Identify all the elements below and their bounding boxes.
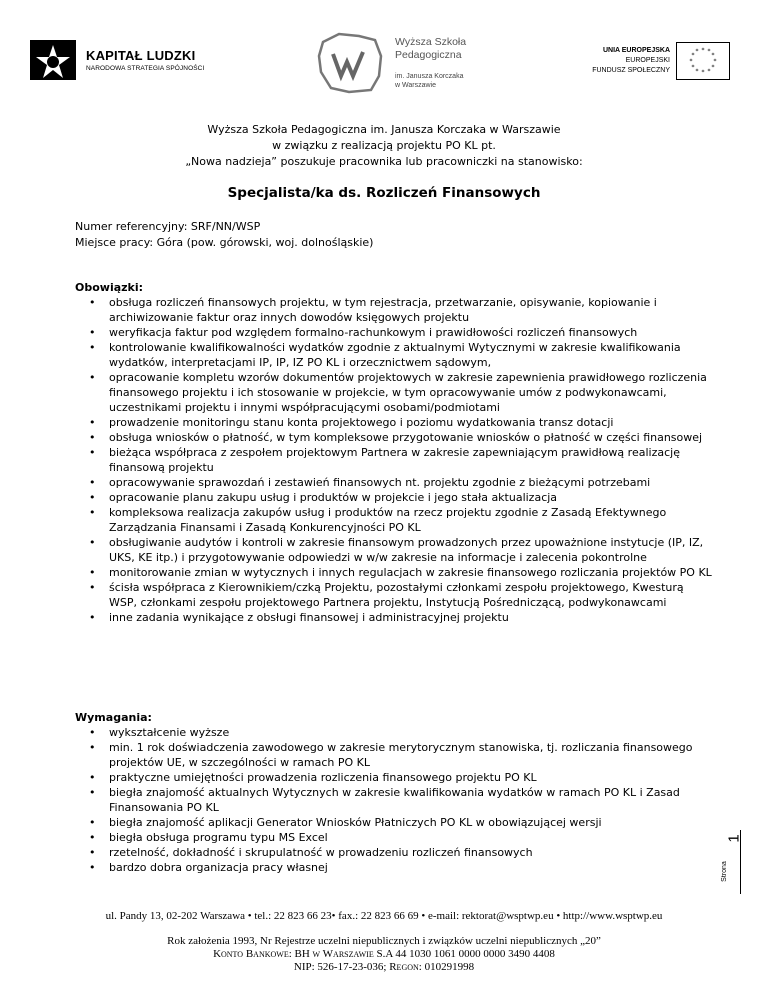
intro-line3: „Nowa nadzieja” poszukuje pracownika lub pracowniczki na stanowisko:	[185, 155, 583, 168]
requirements-section	[75, 710, 715, 875]
svg-text:*: *	[691, 64, 695, 71]
svg-text:*: *	[707, 48, 711, 55]
list-item: • kompleksowa realizacja zakupów usług i produktów na rzecz projektu zgodnie z Zasadą Efektywnego Zarządzania Finansami i Zasadą Konkurencyjności PO KL	[75, 505, 715, 535]
duties-section	[75, 280, 715, 625]
list-item: • biegła znajomość aplikacji Generator Wniosków Płatniczych PO KL w obowiązującej wersji	[75, 815, 715, 830]
job-title: Specjalista/ka ds. Rozliczeń Finansowych	[227, 185, 541, 201]
duties-list	[75, 295, 715, 625]
svg-text:*: *	[689, 58, 693, 65]
intro	[0, 122, 768, 170]
list-item: • weryfikacja faktur pod względem formalno-rachunkowym i prawidłowości rozliczeń finansowych	[75, 325, 715, 340]
kapital-ludzki-title: KAPITAŁ LUDZKI	[86, 48, 196, 63]
svg-text:*: *	[695, 68, 699, 75]
job-meta	[75, 219, 373, 251]
list-item: • obsługa wniosków o płatność, w tym kompleksowe przygotowanie wniosków o płatność w części finansowej	[75, 430, 715, 445]
list-item: • opracowywanie sprawozdań i zestawień finansowych nt. projektu zgodnie z bieżącymi potrzebami	[75, 475, 715, 490]
list-item: • obsługiwanie audytów i kontroli w zakresie finansowym prowadzonych przez upoważnione instytucje (IP, IZ, UKS, KE itp.) i przygotowywanie odpowiedzi w w/w zakresie na informacje i zalecenia pokontrolne	[75, 535, 715, 565]
list-item: • min. 1 rok doświadczenia zawodowego w zakresie merytorycznym stanowiska, tj. rozliczania finansowego projektów UE, w szczególności w ramach PO KL	[75, 740, 715, 770]
svg-text:*: *	[701, 47, 705, 54]
wsp-name-line3: im. Janusza Korczaka	[395, 73, 464, 80]
list-item: • praktyczne umiejętności prowadzenia rozliczenia finansowego projektu PO KL	[75, 770, 715, 785]
wsp-name-line1: Wyższa Szkoła	[395, 36, 467, 48]
kapital-ludzki-subtitle: NARODOWA STRATEGIA SPÓJNOŚCI	[86, 65, 205, 72]
list-item: • prowadzenie monitoringu stanu konta projektowego i poziomu wydatkowania transz dotacji	[75, 415, 715, 430]
svg-text:*: *	[691, 52, 695, 59]
wsp-logo	[315, 28, 485, 98]
page-label: Strona	[720, 861, 728, 882]
list-item: • obsługa rozliczeń finansowych projektu, w tym rejestracja, przetwarzanie, opisywanie, kopiowanie i archiwizowanie faktur oraz innych dowodów księgowych projektu	[75, 295, 715, 325]
svg-text:*: *	[713, 58, 717, 65]
svg-text:*: *	[707, 68, 711, 75]
footer-contact: ul. Pandy 13, 02-202 Warszawa • tel.: 22 823 66 23• fax.: 22 823 66 69 • e-mail: rektorat@wsptwp.eu • http://www.wsptwp.eu	[105, 910, 663, 922]
poland-map-icon	[315, 28, 387, 98]
list-item: • inne zadania wynikające z obsługi finansowej i administracyjnej projektu	[75, 610, 715, 625]
footer-line2: Konto Bankowe: BH w Warszawie S.A 44 1030 1061 0000 0000 3490 4408	[213, 948, 555, 960]
footer-registration	[0, 935, 768, 974]
svg-text:*: *	[701, 69, 705, 76]
requirements-list	[75, 725, 715, 875]
list-item: • opracowanie kompletu wzorów dokumentów projektowych w zakresie zapewnienia prawidłowego rozliczenia finansowego projektu i ich stosowanie w projekcie, w tym opracowywanie umów z podwykonawcami, uczestnikami projektu i innymi współpracującymi osobami/podmiotami	[75, 370, 715, 415]
list-item: • monitorowanie zmian w wytycznych i innych regulacjach w zakresie finansowego rozliczania projektów PO KL	[75, 565, 715, 580]
list-item: • bieżąca współpraca z zespołem projektowym Partnera w zakresie zapewniającym prawidłową realizację finansową projektu	[75, 445, 715, 475]
list-item: • rzetelność, dokładność i skrupulatność w prowadzeniu rozliczeń finansowych	[75, 845, 715, 860]
list-item: • biegła obsługa programu typu MS Excel	[75, 830, 715, 845]
work-place: Miejsce pracy: Góra (pow. górowski, woj. dolnośląskie)	[75, 236, 374, 249]
requirements-heading: Wymagania:	[75, 711, 152, 724]
reference-number: Numer referencyjny: SRF/NN/WSP	[75, 220, 261, 233]
svg-text:*: *	[711, 64, 715, 71]
footer-line3: NIP: 526-17-23-036; Regon: 010291998	[293, 961, 475, 973]
list-item: • opracowanie planu zakupu usług i produktów w projekcie i jego stała aktualizacja	[75, 490, 715, 505]
list-item: • bardzo dobra organizacja pracy własnej	[75, 860, 715, 875]
duties-heading: Obowiązki:	[75, 281, 144, 294]
list-item: • kontrolowanie kwalifikowalności wydatków zgodnie z aktualnymi Wytycznymi w zakresie kwalifikowania wydatków, interpretacjami IP, IP, IZ PO KL i orzecznictwem sądowym,	[75, 340, 715, 370]
list-item: • biegła znajomość aktualnych Wytycznych w zakresie kwalifikowania wydatków w ramach PO KL i Zasad Finansowania PO KL	[75, 785, 715, 815]
eu-flag-icon	[676, 42, 730, 80]
ue-line2: EUROPEJSKI	[625, 57, 670, 64]
ue-logo	[560, 42, 730, 92]
intro-line1: Wyższa Szkoła Pedagogiczna im. Janusza Korczaka w Warszawie	[207, 123, 561, 136]
page-number-value: 1	[725, 834, 743, 843]
kapital-ludzki-logo	[30, 38, 220, 98]
svg-text:*: *	[695, 48, 699, 55]
wsp-name-line2: Pedagogiczna	[395, 49, 462, 61]
intro-line2: w związku z realizacją projektu PO KL pt.	[272, 139, 496, 152]
list-item: • ścisła współpraca z Kierownikiem/czką Projektu, pozostałymi członkami zespołu projektowego, Kwesturą WSP, członkami zespołu projektowego Partnera projektu, Instytucją Pośredniczącą, podwykonawcami	[75, 580, 715, 610]
svg-text:*: *	[711, 52, 715, 59]
page-number	[722, 830, 742, 890]
footer-line1: Rok założenia 1993, Nr Rejestrze uczelni niepublicznych i związków uczelni niepublicznych „20”	[167, 935, 601, 947]
wsp-name-line4: w Warszawie	[395, 82, 436, 89]
ue-line3: FUNDUSZ SPOŁECZNY	[592, 67, 670, 74]
list-item: • wykształcenie wyższe	[75, 725, 715, 740]
ue-line1: UNIA EUROPEJSKA	[602, 47, 670, 54]
kapital-ludzki-icon	[30, 40, 80, 90]
